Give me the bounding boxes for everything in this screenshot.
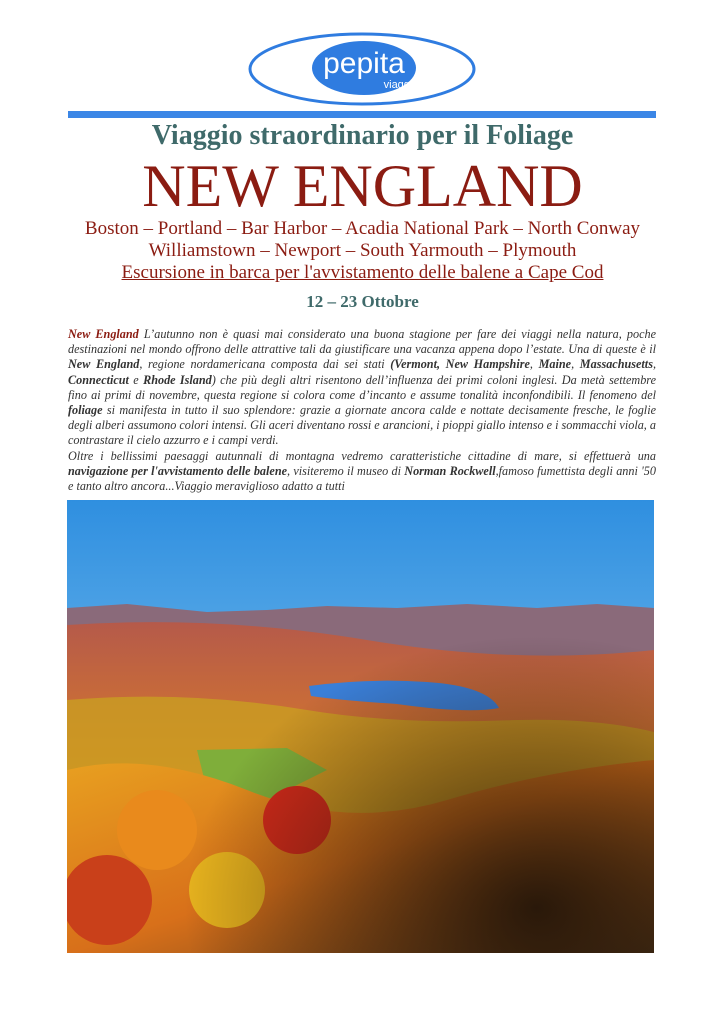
desc-text: , — [571, 357, 580, 372]
desc-text: , — [652, 357, 656, 372]
logo-sub-text: viaggi — [383, 79, 413, 91]
desc-bold: foliage — [68, 403, 103, 418]
desc-text: , regione nordamericana composta dai sei stati — [139, 357, 391, 372]
pepita-logo — [248, 31, 476, 107]
desc-lead: New England — [68, 327, 139, 341]
desc-text: Oltre i bellissimi paesaggi autunnali di montagna vedremo caratteristiche cittadine di mare, si effettuerà una — [68, 448, 656, 463]
description-paragraph-1 — [68, 327, 656, 449]
desc-bold: Connecticut — [68, 372, 129, 387]
desc-text: L’autunno non è quasi mai considerato una buona stagione per fare dei viaggi nella natura, poche destinazioni nel mondo offrono delle attrattive tali da giustificare una vacanza appena dopo l’estate. Una di queste è il — [68, 327, 656, 357]
desc-bold: Rhode Island — [143, 372, 212, 387]
description — [68, 327, 656, 494]
route-line-2: Williamstown – Newport – South Yarmouth – Plymouth — [148, 240, 577, 261]
logo-brand-text: pepita — [323, 47, 405, 80]
desc-bold: (Vermont, New Hampshire — [390, 357, 530, 372]
desc-bold: navigazione per l'avvistamento delle balene — [68, 463, 288, 478]
desc-text: e — [128, 372, 144, 387]
page-subtitle: Viaggio straordinario per il Foliage — [151, 120, 574, 151]
excursion-line: Escursione in barca per l'avvistamento delle balene a Cape Cod — [121, 262, 604, 283]
trip-dates: 12 – 23 Ottobre — [306, 292, 419, 311]
desc-text: ) che più degli altri risentono dell’influenza dei primi coloni inglesi. Da metà settembre fino ai primi di novembre, questa regione si colora come d’incanto e assume tonalità inconfondibili. Il fenomeno del — [68, 372, 656, 402]
route-line-1: Boston – Portland – Bar Harbor – Acadia National Park – North Conway — [84, 218, 641, 239]
desc-text: , visiteremo il museo di — [287, 463, 405, 478]
header-rule — [68, 111, 656, 118]
description-paragraph-2 — [68, 449, 656, 495]
desc-bold: Massachusetts — [579, 357, 653, 372]
desc-bold: New England — [68, 357, 140, 372]
desc-bold: Norman Rockwell — [404, 463, 496, 478]
foliage-landscape-photo — [67, 500, 654, 953]
desc-text: si manifesta in tutto il suo splendore: grazie a giornate ancora calde e nottate decisamente fresche, le foglie degli alberi assumono colori intensi. Gli aceri diventano rossi e arancioni, i pioppi giallo intenso e i sommacchi viola, a contrastare il cielo azzurro e i campi verdi. — [68, 403, 656, 448]
page-title: NEW ENGLAND — [142, 153, 583, 219]
desc-bold: Maine — [538, 357, 572, 372]
desc-text: ,famoso fumettista degli anni '50 e tanto altro ancora...Viaggio meraviglioso adatto a tutti — [68, 463, 656, 494]
desc-text: , — [529, 357, 539, 372]
